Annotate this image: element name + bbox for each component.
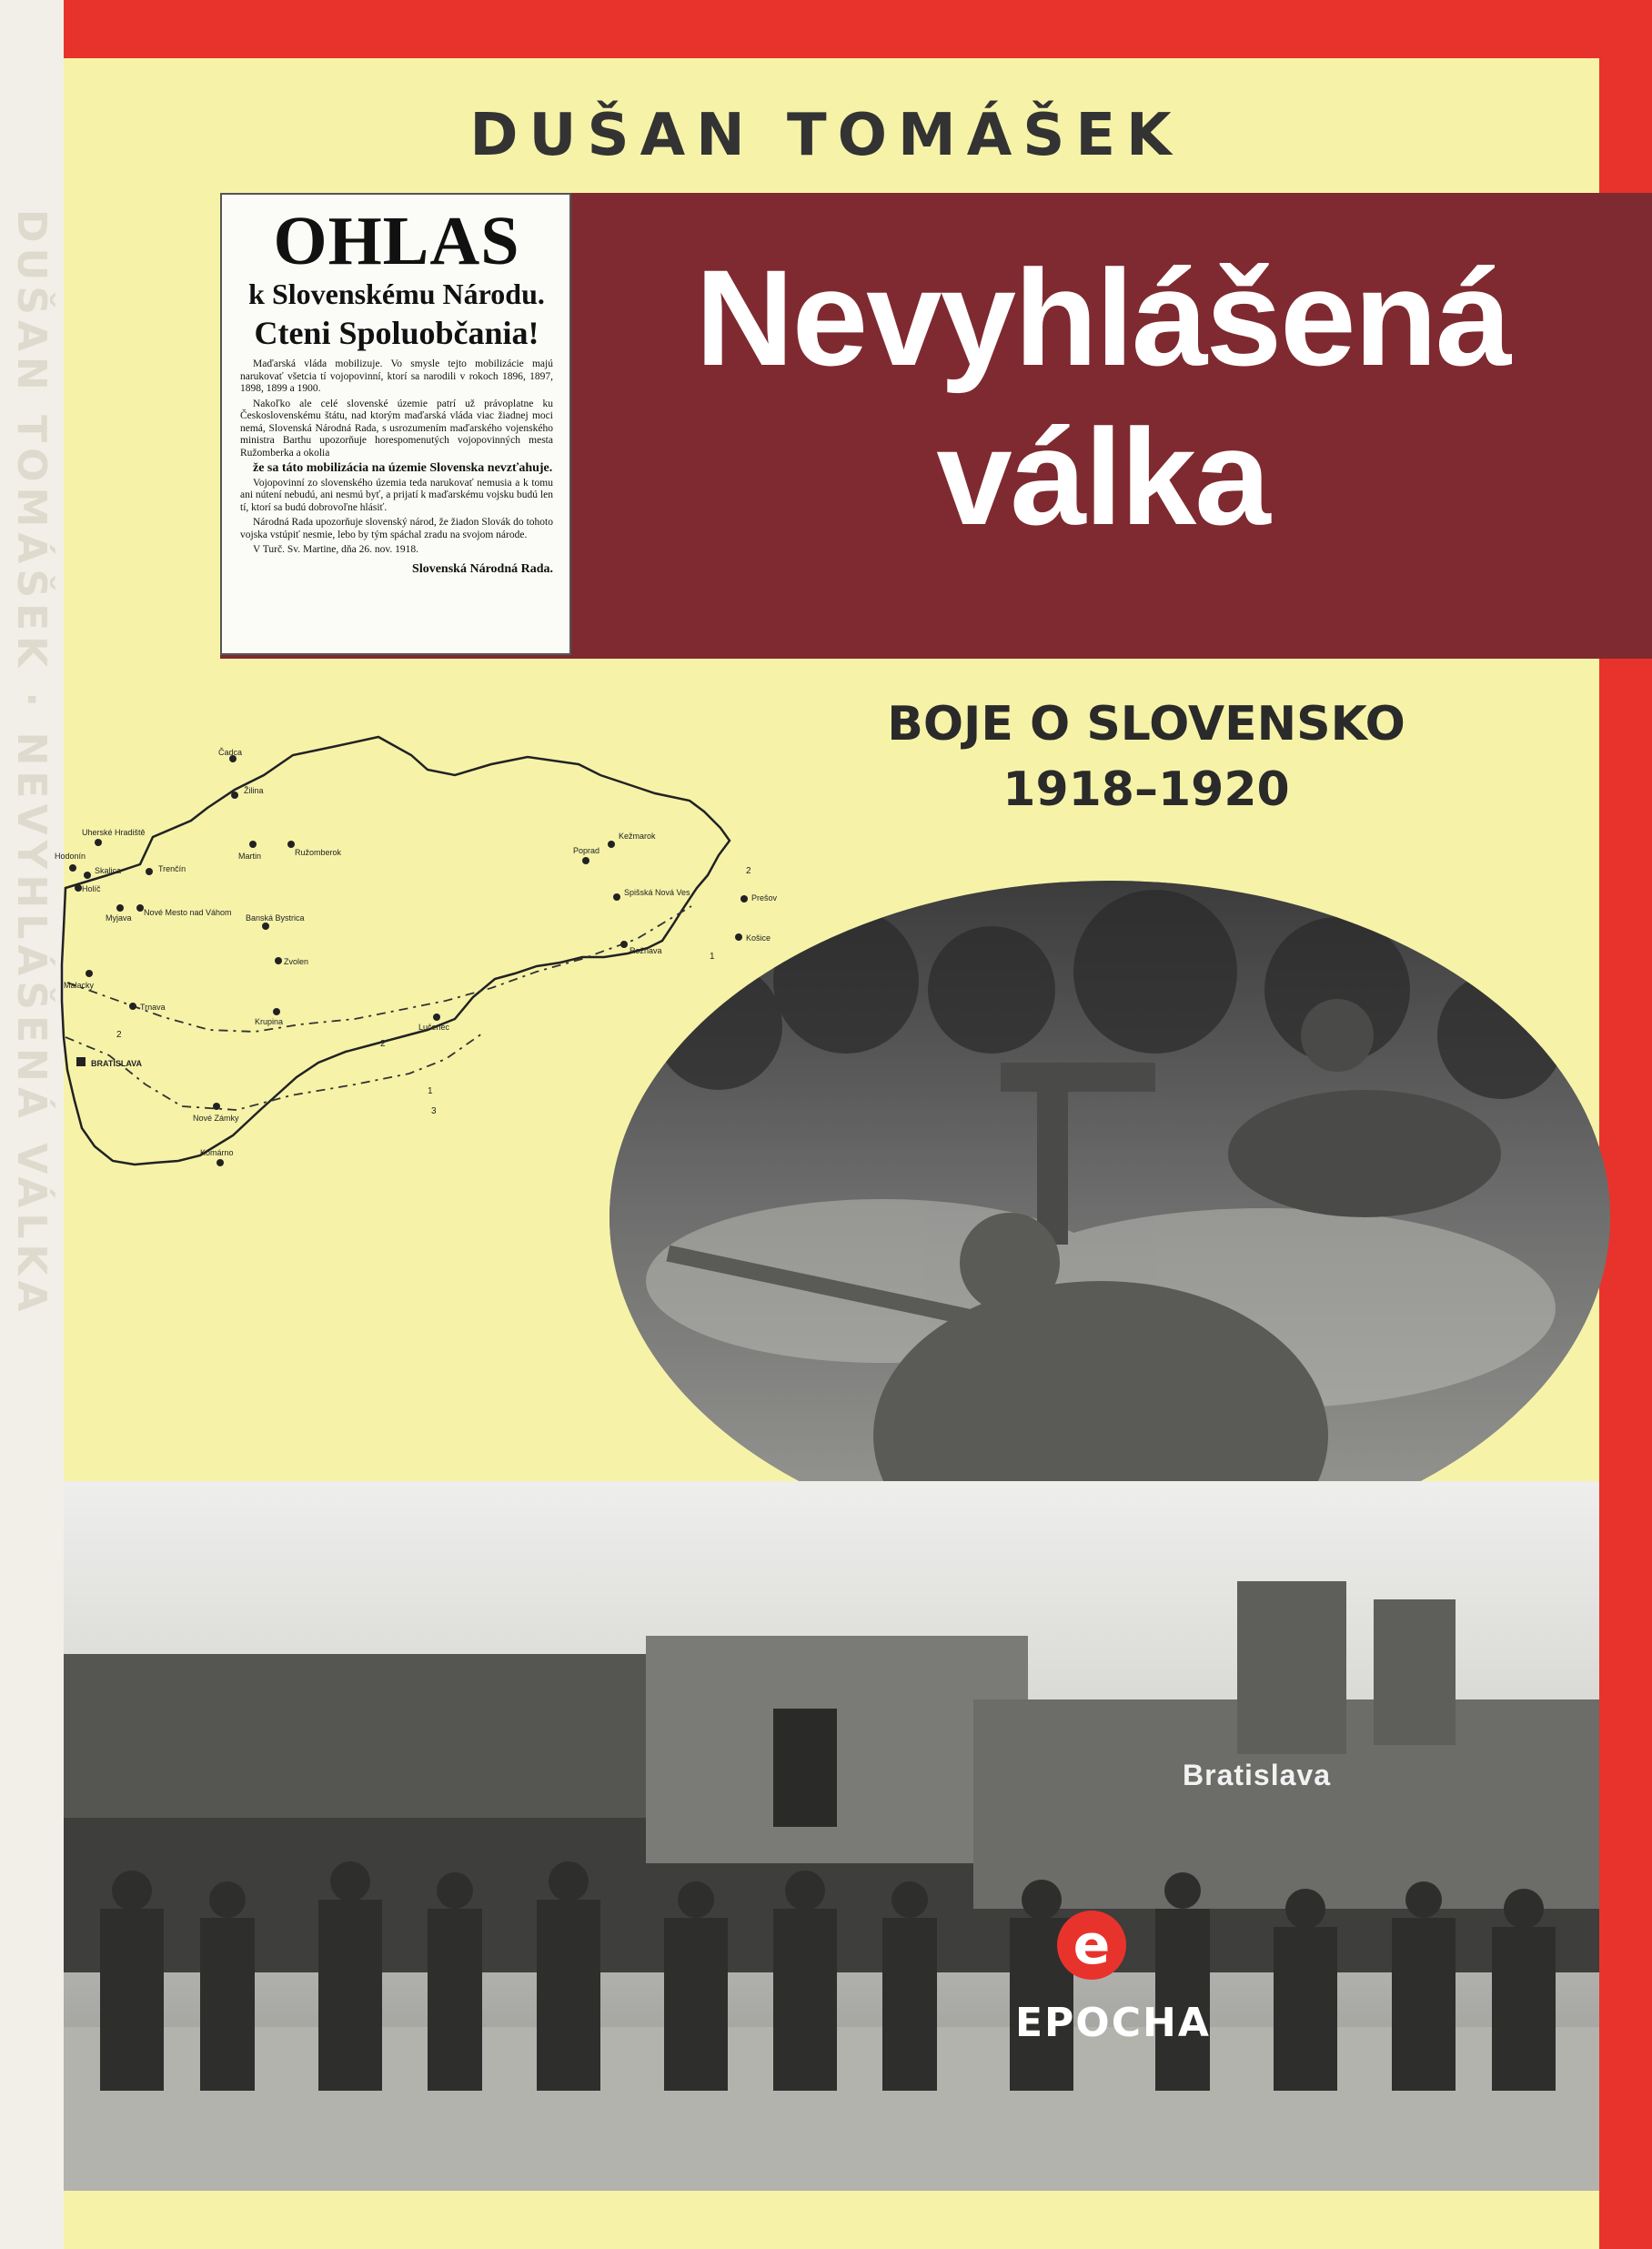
map-city: Košice xyxy=(746,933,771,943)
map-city: Trenčín xyxy=(158,864,186,873)
map-city: Zvolen xyxy=(284,957,309,966)
newspaper-greeting: Cteni Spoluobčania! xyxy=(254,315,539,351)
soldiers-photo-oval xyxy=(609,881,1610,1554)
map-line-label: 1 xyxy=(428,1086,433,1096)
map-city: Myjava xyxy=(106,913,132,923)
spine-title: DUŠAN TOMÁŠEK · NEVYHLÁŠENÁ VÁLKA xyxy=(8,209,55,1317)
newspaper-paragraph: Nakoľko ale celé slovenské územie patrí už právoplatne ku Československému štátu, nad ktorým maďarská vláda viac žiadnej moci nemá, Slovenská Národná Rada, s usrozumením maďarského vojenského ministra Barthu upozorňuje horespomenutých vojopovinných mesta Ružomberka a okolia xyxy=(240,398,553,459)
newspaper-headline: OHLAS xyxy=(273,203,520,279)
map-city: Kežmarok xyxy=(619,832,656,841)
map-city: Komárno xyxy=(200,1148,234,1157)
map-city: Čadca xyxy=(218,748,243,757)
publisher-logo-icon: e xyxy=(1057,1911,1126,1980)
map-city: Spišská Nová Ves xyxy=(624,888,690,897)
map-line-label: 2 xyxy=(380,1039,386,1049)
newspaper-paragraph-bold: že sa táto mobilizácia na územie Slovenska nevzťahuje. xyxy=(253,461,553,475)
map-city: Poprad xyxy=(573,846,600,855)
map-city: Žilina xyxy=(244,786,264,795)
map-city: Skalica xyxy=(95,866,122,875)
map-city: Trnava xyxy=(140,1003,166,1012)
armored-train-photo xyxy=(64,1481,1599,2191)
publisher-name: EPOCHA xyxy=(1015,2000,1211,2046)
newspaper-body xyxy=(240,358,553,557)
map-city: Uherské Hradiště xyxy=(82,828,146,837)
book-title xyxy=(557,238,1648,557)
newspaper-subheadline: k Slovenskému Národu. xyxy=(248,277,545,310)
map-line-label: 3 xyxy=(431,1106,437,1116)
map-city: Malacky xyxy=(64,981,95,990)
map-city: Ružomberok xyxy=(295,848,342,857)
subtitle-line-2: 1918–1920 xyxy=(1002,762,1290,817)
map-city: Banská Bystrica xyxy=(246,913,305,923)
newspaper-paragraph: Národná Rada upozorňuje slovenský národ, že žiadon Slovák do tohoto vojska vstúpiť nesmie, lebo by tým spáchal zradu na svojom národe. xyxy=(240,517,553,540)
newspaper-place-date: V Turč. Sv. Martine, dňa 26. nov. 1918. xyxy=(253,544,418,555)
title-line-2: válka xyxy=(936,400,1269,553)
map-city: Krupina xyxy=(255,1017,284,1026)
map-city: Hodonín xyxy=(55,852,86,861)
map-city: Martin xyxy=(238,852,262,861)
newspaper-paragraph: Maďarská vláda mobilizuje. Vo smysle tejto mobilizácie majú narukovať všetcia tí vojopovinní, ktorí sa narodili v rokoch 1896, 1897, 1898, 1899 a 1900. xyxy=(240,358,553,394)
map-city: Nové Mesto nad Váhom xyxy=(144,908,232,917)
author-name: DUŠAN TOMÁŠEK xyxy=(469,102,1183,169)
map-city: Holíč xyxy=(82,884,101,893)
map-line-label: 2 xyxy=(746,866,751,876)
newspaper-signature: Slovenská Národná Rada. xyxy=(412,561,553,576)
map-city-capital: BRATISLAVA xyxy=(91,1059,142,1068)
map-city: Prešov xyxy=(751,893,778,903)
map-city: Lučenec xyxy=(418,1023,450,1032)
newspaper-paragraph: Vojopovinní zo slovenského územia teda narukovať nemusia a k tomu ani nútení nebudú, ani nesmú byť, a prijatí k maďarskému vojsku budú len tí, ktorí sa budú dobrovoľne hlásiť. xyxy=(240,477,553,513)
title-line-1: Nevyhlášená xyxy=(695,241,1510,394)
locomotive-label: Bratislava xyxy=(1183,1759,1331,1791)
newspaper-clipping xyxy=(220,193,571,655)
map-line-label: 1 xyxy=(710,952,715,962)
subtitle-line-1: BOJE O SLOVENSKO xyxy=(887,697,1405,751)
map-line-label: 2 xyxy=(116,1030,122,1040)
map-city: Nové Zámky xyxy=(193,1114,239,1123)
map-city: Rožňava xyxy=(630,946,662,955)
